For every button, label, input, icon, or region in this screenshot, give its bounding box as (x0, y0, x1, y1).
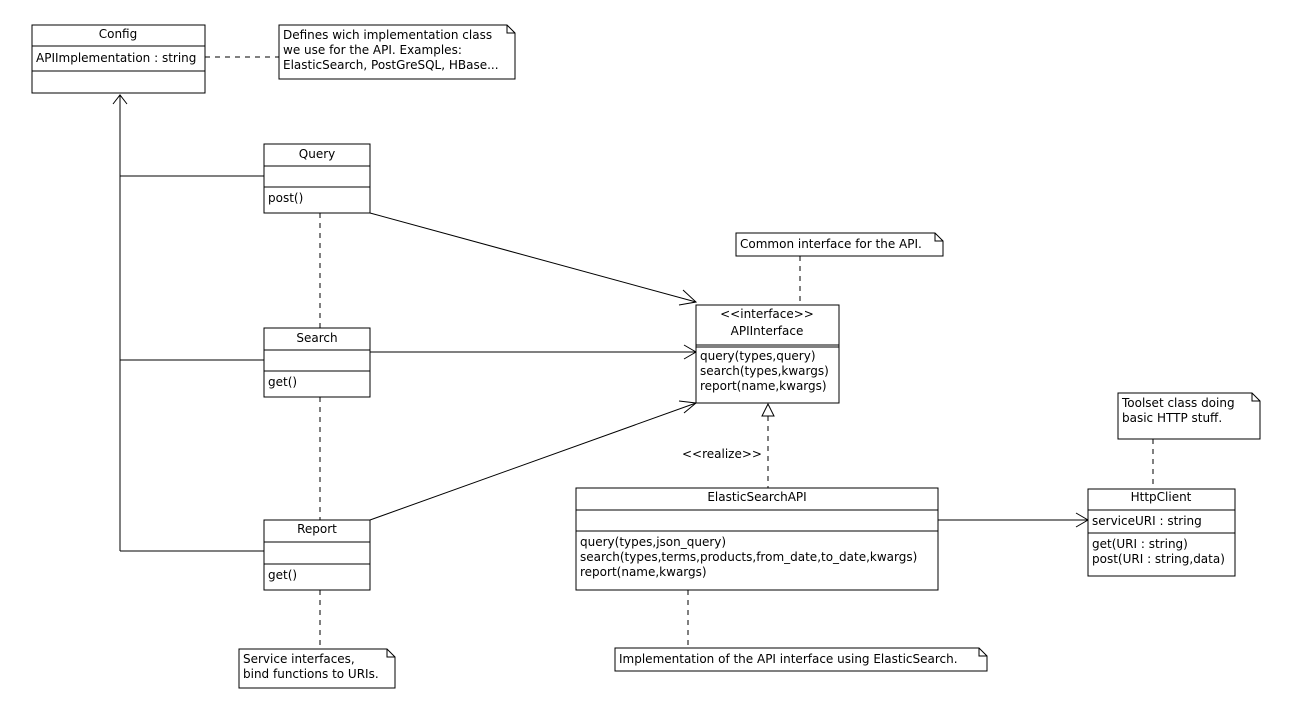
interface-method: report(name,kwargs) (700, 379, 827, 393)
config-note-line: ElasticSearch, PostGreSQL, HBase... (283, 58, 499, 72)
httpclient-class-name: HttpClient (1130, 490, 1192, 504)
service-note-line: Service interfaces, (243, 652, 355, 666)
query-to-interface-arrowhead (679, 290, 696, 305)
implementation-note-line: Implementation of the API interface using ElasticSearch. (619, 652, 958, 666)
httpclient-method: get(URI : string) (1092, 537, 1188, 551)
realization-triangle (762, 404, 774, 416)
search-method: get() (268, 375, 298, 389)
interface-method: query(types,query) (700, 349, 816, 363)
class-search[interactable] (264, 328, 370, 397)
note-toolset (1118, 393, 1260, 439)
class-report[interactable] (264, 520, 370, 590)
note-config (279, 25, 515, 79)
class-elasticsearchapi[interactable] (576, 488, 938, 590)
esapi-class-name: ElasticSearchAPI (707, 490, 807, 504)
config-attribute: APIImplementation : string (36, 51, 197, 65)
note-common-interface (736, 233, 943, 256)
esapi-method: search(types,terms,products,from_date,to_date,kwargs) (580, 550, 918, 564)
interface-stereotype: <<interface>> (720, 307, 814, 321)
query-method: post() (268, 191, 304, 205)
esapi-method: query(types,json_query) (580, 535, 727, 549)
interface-method: search(types,kwargs) (700, 364, 829, 378)
toolset-note-line: basic HTTP stuff. (1122, 411, 1223, 425)
report-to-interface-arrowhead (679, 401, 696, 413)
httpclient-attribute: serviceURI : string (1092, 514, 1202, 528)
query-to-interface-line (370, 213, 696, 302)
note-implementation (615, 648, 987, 671)
class-config[interactable] (32, 25, 205, 93)
class-httpclient[interactable] (1088, 489, 1235, 576)
esapi-method: report(name,kwargs) (580, 565, 707, 579)
report-class-name: Report (297, 522, 337, 536)
interface-apiinterface[interactable] (696, 305, 839, 403)
realize-label: <<realize>> (682, 447, 762, 461)
service-note-line: bind functions to URIs. (243, 667, 379, 681)
note-service-interfaces (239, 649, 395, 688)
config-note-line: Defines wich implementation class (283, 28, 493, 42)
report-method: get() (268, 568, 298, 582)
query-class-name: Query (298, 147, 336, 161)
httpclient-method: post(URI : string,data) (1092, 552, 1225, 566)
interface-name: APIInterface (730, 324, 804, 338)
config-class-name: Config (98, 27, 138, 41)
interface-note-line: Common interface for the API. (740, 237, 922, 251)
config-note-line: we use for the API. Examples: (283, 43, 462, 57)
search-class-name: Search (296, 331, 338, 345)
class-query[interactable] (264, 144, 370, 213)
toolset-note-line: Toolset class doing (1122, 396, 1235, 410)
